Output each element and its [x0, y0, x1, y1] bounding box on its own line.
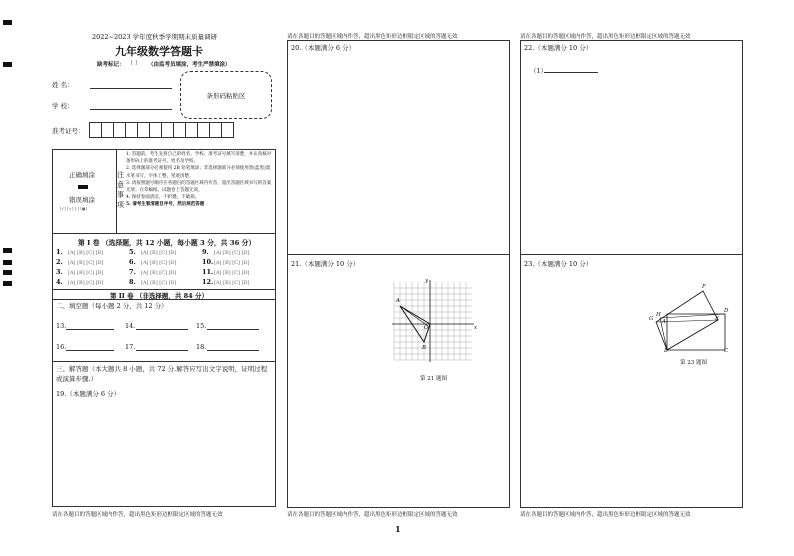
question-number: 12.	[202, 278, 214, 286]
out-of-area-warning: 请在各题目的答题区域内作答，超出黑色矩形边框限定区域的答题无效	[52, 512, 223, 518]
figure-23-caption: 第 23 题图	[680, 360, 707, 366]
figure-23-label-f: F	[702, 284, 706, 290]
divider	[52, 289, 275, 290]
fill-blank-title: 二、填空题（每小题 2 分，共 12 分）	[56, 302, 168, 310]
answer-22-1-field[interactable]	[544, 72, 598, 73]
mcq-options[interactable]: [A] [B] [C] [D]	[214, 280, 250, 286]
question-number: 9.	[202, 248, 209, 256]
timing-marker	[3, 62, 12, 67]
mcq-options[interactable]: [A] [B] [C] [D]	[141, 270, 177, 276]
middle-answer-frame	[287, 40, 510, 508]
page-title: 九年级数学答题卡	[115, 45, 203, 58]
section1-title: 第 I 卷 （选择题，共 12 小题，每小题 3 分，共 36 分）	[78, 239, 256, 247]
exam-id-cell[interactable]	[221, 122, 234, 138]
solve-section-title: 三、解答题（本大题共 8 小题，共 72 分.解答应写出文字说明，证明过程或演算步骤.）	[56, 365, 268, 383]
barcode-label: 条形码粘贴区	[206, 91, 246, 100]
exam-id-label: 准考证号：	[52, 127, 85, 135]
page-number: 1	[395, 524, 401, 534]
figure-23-label-a: A	[662, 319, 666, 325]
wrong-fill-samples: [√] [×] [-] [●]	[60, 206, 88, 211]
absent-mark-note: （由监考员填涂，考生严禁填涂）	[148, 62, 231, 68]
name-label: 姓 名：	[52, 81, 74, 89]
question-19-heading: 19.（本题满分 6 分）	[56, 390, 121, 398]
timing-marker	[3, 281, 12, 286]
note-item: 5. 请考生看清题目序号，然后规范答题	[126, 202, 205, 208]
question-number: 2.	[56, 258, 63, 266]
absent-mark-box[interactable]: [ ]	[131, 60, 138, 66]
fill-example-panel	[52, 149, 117, 233]
question-22-part1: （1）	[530, 67, 548, 75]
school-label: 学 校：	[52, 102, 74, 110]
blank-field[interactable]	[66, 350, 114, 351]
blank-number: 13.	[56, 322, 67, 330]
school-field[interactable]	[90, 109, 172, 110]
note-item: 2. 选择题部分必须使用 2B 铅笔填涂；非选择题部分必须使用黑(蓝黑)墨水笔书写，字体工整、笔迹清楚。	[126, 166, 271, 179]
note-item: 1. 答题前，考生先将自己的姓名、学校、准考证号填写清楚，并认真核对条形码上的准考证号、姓名及学校。	[126, 152, 272, 165]
question-number: 6.	[129, 258, 136, 266]
out-of-area-warning: 请在各题目的答题区域内作答，超出黑色矩形边框限定区域的答题无效	[520, 512, 691, 518]
question-number: 1.	[56, 248, 63, 256]
question-22-heading: 22.（本题满分 10 分）	[524, 44, 593, 52]
question-number: 3.	[56, 268, 63, 276]
blank-number: 16.	[56, 343, 67, 351]
timing-marker	[3, 248, 12, 253]
mcq-options[interactable]: [A] [B] [C] [D]	[68, 260, 104, 266]
question-number: 7.	[129, 268, 136, 276]
divider	[520, 254, 742, 255]
correct-fill-label: 正确填涂	[69, 171, 95, 179]
question-number: 10.	[202, 258, 214, 266]
timing-marker	[3, 20, 12, 25]
note-item: 4. 保持卷面清洁，不折叠、不破损。	[126, 195, 200, 201]
mcq-options[interactable]: [A] [B] [C] [D]	[141, 280, 177, 286]
mcq-options[interactable]: [A] [B] [C] [D]	[141, 260, 177, 266]
exam-subtitle: 2022~2023 学年度秋季学期期末质量调研	[92, 33, 218, 41]
figure-23-label-c: C	[724, 348, 729, 354]
blank-field[interactable]	[136, 329, 188, 330]
wrong-fill-label: 错误填涂	[69, 196, 95, 204]
figure-23-label-h: H	[656, 312, 661, 318]
figure-21-label-y: y	[425, 278, 429, 284]
question-number: 4.	[56, 278, 63, 286]
mcq-options[interactable]: [A] [B] [C] [D]	[68, 270, 104, 276]
figure-21-label-b: B	[422, 345, 427, 351]
figure-23-label-b: B	[664, 348, 669, 354]
mcq-options[interactable]: [A] [B] [C] [D]	[141, 250, 177, 256]
divider	[52, 361, 275, 362]
figure-23-label-g: G	[649, 316, 654, 322]
divider	[287, 254, 509, 255]
barcode-area	[180, 71, 272, 119]
blank-number: 17.	[125, 343, 136, 351]
mcq-options[interactable]: [A] [B] [C] [D]	[214, 260, 250, 266]
absent-mark-label: 缺考标记：	[97, 62, 125, 68]
question-23-heading: 23.（本题满分 10 分）	[524, 260, 593, 268]
figure-21-caption: 第 21 题图	[420, 376, 447, 382]
figure-21-label-a: A	[396, 298, 400, 304]
figure-21-label-o: O	[424, 325, 429, 331]
question-number: 8.	[129, 278, 136, 286]
figure-21-grid	[388, 278, 480, 370]
mcq-options[interactable]: [A] [B] [C] [D]	[68, 250, 104, 256]
timing-marker	[3, 270, 12, 275]
divider	[52, 233, 275, 234]
out-of-area-warning: 请在各题目的答题区域内作答，超出黑色矩形边框限定区域的答题无效	[287, 512, 458, 518]
section2-title: 第 II 卷 （非选择题，共 84 分）	[110, 292, 208, 300]
divider	[52, 299, 275, 300]
question-number: 5.	[129, 248, 136, 256]
mcq-block	[56, 248, 271, 288]
notes-vertical-title: 注意事项	[117, 171, 124, 209]
figure-23-label-d: D	[724, 308, 729, 314]
correct-fill-sample	[78, 185, 88, 189]
blank-field[interactable]	[66, 329, 114, 330]
mcq-options[interactable]: [A] [B] [C] [D]	[68, 280, 104, 286]
blank-number: 15.	[196, 322, 207, 330]
blank-number: 18.	[196, 343, 207, 351]
figure-21-label-x: x	[474, 325, 478, 331]
blank-field[interactable]	[136, 350, 188, 351]
question-number: 11.	[202, 268, 214, 276]
note-item: 3. 请按照题号顺序在各题目的答题区域内作答，超出答题区域书写的答案无效；在草稿纸、试题卷上答题无效。	[126, 180, 272, 194]
mcq-options[interactable]: [A] [B] [C] [D]	[214, 250, 250, 256]
mcq-options[interactable]: [A] [B] [C] [D]	[214, 270, 250, 276]
out-of-area-warning: 请在各题目的答题区域内作答，超出黑色矩形边框限定区域的答题无效	[287, 34, 458, 40]
question-21-heading: 21.（本题满分 10 分）	[291, 260, 360, 268]
right-answer-frame	[520, 40, 743, 508]
question-20-heading: 20.（本题满分 6 分）	[291, 44, 356, 52]
figure-23-label-e: E	[715, 316, 720, 322]
timing-marker	[3, 260, 12, 265]
notes-list	[126, 151, 273, 209]
blank-field[interactable]	[207, 350, 259, 351]
name-field[interactable]	[90, 88, 172, 89]
out-of-area-warning: 请在各题目的答题区域内作答，超出黑色矩形边框限定区域的答题无效	[520, 34, 691, 40]
blank-field[interactable]	[207, 329, 259, 330]
blank-number: 14.	[125, 322, 136, 330]
